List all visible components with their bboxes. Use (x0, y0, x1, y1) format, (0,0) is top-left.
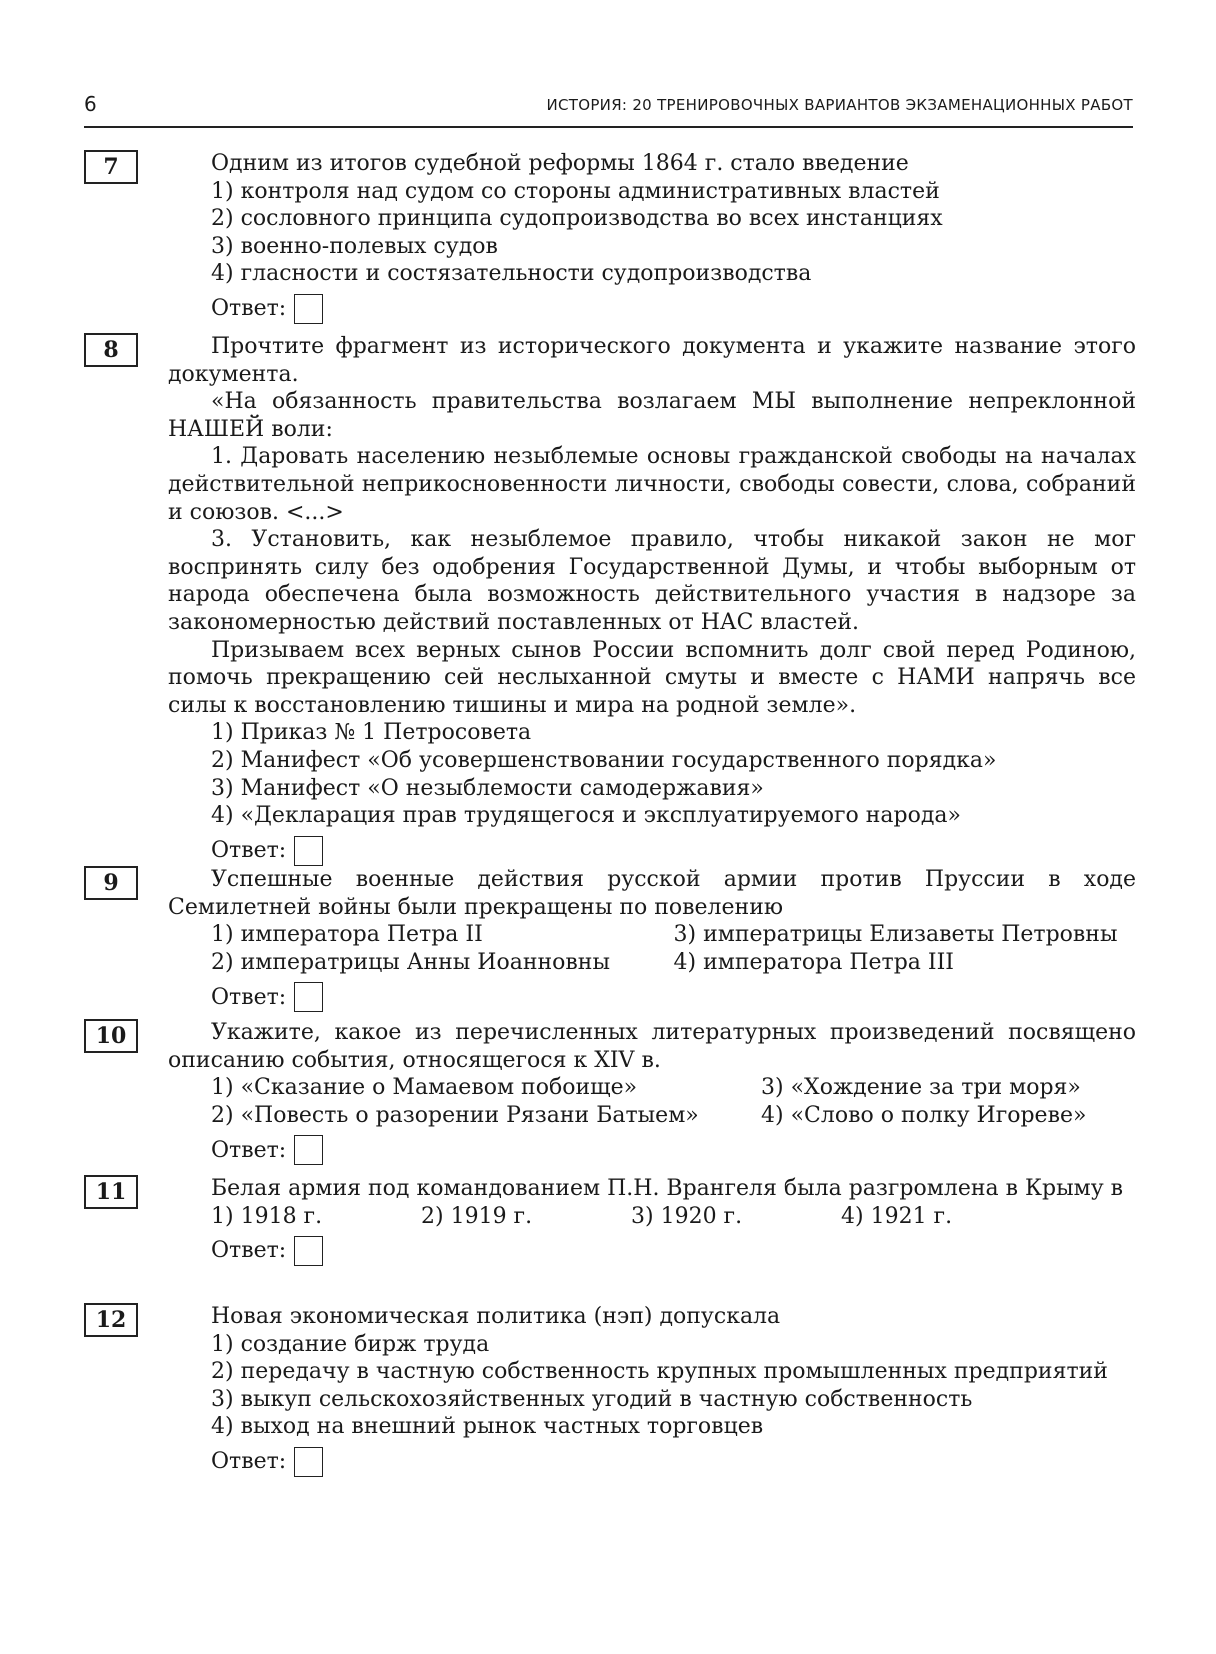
option-1: 1) «Сказание о Мамаевом побоище» (211, 1075, 638, 1101)
option-3: 3) военно-полевых судов (211, 233, 498, 259)
option-3: 3) «Хождение за три моря» (761, 1075, 1081, 1101)
question-body (168, 1303, 1136, 1477)
answer-row (168, 1447, 1136, 1477)
answer-row (168, 982, 1136, 1012)
page-header (84, 90, 1133, 128)
answer-row (168, 1135, 1136, 1165)
question-number: 9 (84, 866, 138, 900)
question-stem: Одним из итогов судебной реформы 1864 г. стало введение (211, 151, 909, 176)
options-row (168, 1102, 1136, 1130)
answer-box[interactable] (294, 1447, 323, 1477)
question-body (168, 1175, 1136, 1266)
question-body (168, 866, 1136, 1012)
answer-label: Ответ: (211, 1137, 287, 1163)
option-3: 3) 1920 г. (631, 1203, 743, 1229)
options-row (168, 921, 1136, 949)
answer-label: Ответ: (211, 984, 287, 1010)
question-stem: Прочтите фрагмент из исторического документа и укажите название этого документа. (168, 334, 1136, 387)
option-1: 1) контроля над судом со стороны административных властей (211, 178, 940, 204)
option-4: 4) «Слово о полку Игореве» (761, 1102, 1087, 1128)
question-number: 11 (84, 1175, 138, 1209)
option-2: 2) «Повесть о разорении Рязани Батыем» (211, 1102, 699, 1128)
question-body (168, 1019, 1136, 1165)
option-3: 3) выкуп сельскохозяйственных угодий в частную собственность (211, 1386, 973, 1412)
answer-box[interactable] (294, 982, 323, 1012)
answer-label: Ответ: (211, 1449, 287, 1475)
option-1: 1) Приказ № 1 Петросовета (211, 720, 532, 746)
question-body (176, 150, 1136, 324)
option-1: 1) императора Петра II (211, 922, 483, 948)
option-4: 4) «Декларация прав трудящегося и эксплуатируемого народа» (211, 803, 961, 829)
question-stem: Белая армия под командованием П.Н. Врангеля была разгромлена в Крыму в (211, 1176, 1124, 1201)
options-row (168, 1074, 1136, 1102)
answer-box[interactable] (294, 836, 323, 866)
answer-row (168, 836, 1136, 866)
question-body (168, 333, 1136, 866)
answer-box[interactable] (294, 294, 323, 324)
running-title: ИСТОРИЯ: 20 ТРЕНИРОВОЧНЫХ ВАРИАНТОВ ЭКЗАМЕНАЦИОННЫХ РАБОТ (546, 96, 1133, 114)
quote-paragraph: 1. Даровать населению незыблемые основы гражданской свободы на началах действительной неприкосновенности личности, свободы совести, слова, собраний и союзов. <...> (168, 444, 1136, 525)
option-2: 2) передачу в частную собственность крупных промышленных предприятий (211, 1359, 1108, 1385)
quote-paragraph: Призываем всех верных сынов России вспомнить долг свой перед Родиною, помочь прекращению сей неслыханной смуты и вместе с НАМИ напрячь все силы к восстановлению тишины и мира на родной земле». (168, 637, 1136, 718)
option-2: 2) сословного принципа судопроизводства во всех инстанциях (211, 206, 943, 232)
answer-box[interactable] (294, 1135, 323, 1165)
option-2: 2) императрицы Анны Иоанновны (211, 949, 610, 975)
answer-row (168, 1236, 1136, 1266)
page-number: 6 (84, 92, 97, 116)
question-number: 8 (84, 333, 138, 367)
option-1: 1) создание бирж труда (211, 1331, 490, 1357)
question-number: 7 (84, 150, 138, 184)
option-3: 3) императрицы Елизаветы Петровны (673, 922, 1118, 948)
option-2: 2) 1919 г. (421, 1203, 533, 1229)
question-number: 10 (84, 1019, 138, 1053)
question-stem: Успешные военные действия русской армии против Пруссии в ходе Семилетней войны были прекращены по повелению (168, 867, 1136, 920)
answer-label: Ответ: (211, 296, 287, 322)
options-row (168, 949, 1136, 977)
question-stem: Укажите, какое из перечисленных литературных произведений посвящено описанию события, относящегося к XIV в. (168, 1020, 1136, 1073)
option-2: 2) Манифест «Об усовершенствовании государственного порядка» (211, 747, 997, 773)
option-3: 3) Манифест «О незыблемости самодержавия» (211, 775, 764, 801)
quote-paragraph: 3. Установить, как незыблемое правило, чтобы никакой закон не мог воспринять силу без одобрения Государственной Думы, и чтобы выборным от народа обеспечена была возможность действительного участия в надзоре за закономерностью действий поставленных от НАС властей. (168, 527, 1136, 635)
option-4: 4) 1921 г. (841, 1203, 953, 1229)
answer-row (176, 294, 1136, 324)
option-4: 4) императора Петра III (673, 949, 954, 975)
options-row (168, 1203, 1136, 1231)
option-4: 4) гласности и состязательности судопроизводства (211, 261, 812, 287)
quote-paragraph: «На обязанность правительства возлагаем МЫ выполнение непреклонной НАШЕЙ воли: (168, 389, 1136, 442)
answer-box[interactable] (294, 1236, 323, 1266)
answer-label: Ответ: (211, 1238, 287, 1264)
question-number: 12 (84, 1303, 138, 1337)
question-stem: Новая экономическая политика (нэп) допускала (211, 1304, 781, 1329)
option-1: 1) 1918 г. (211, 1203, 323, 1229)
option-4: 4) выход на внешний рынок частных торговцев (211, 1414, 764, 1440)
answer-label: Ответ: (211, 837, 287, 863)
